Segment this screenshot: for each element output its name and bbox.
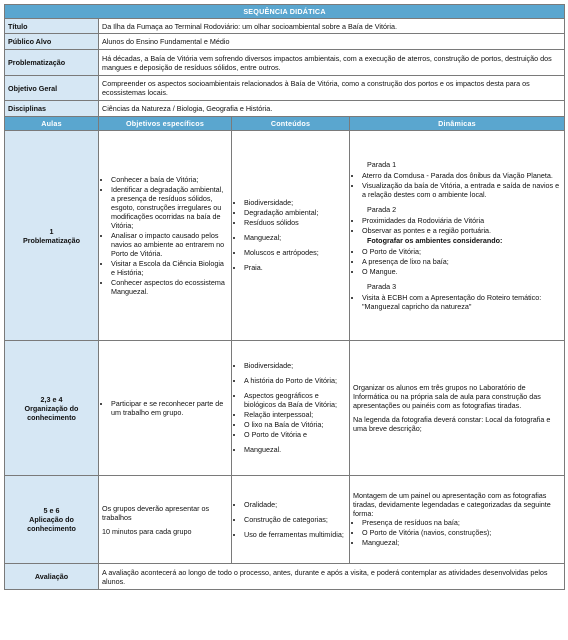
stop-title: Parada 2: [367, 204, 397, 214]
list-item: • Construção de categorias;: [244, 515, 346, 524]
list-item: • Oralidade;: [244, 500, 346, 509]
dinamicas-list: [353, 293, 561, 311]
list-item: • Manguezal.: [244, 445, 346, 454]
summary-label: Problematização: [5, 50, 99, 76]
lesson-dinamicas-cell: [350, 476, 565, 564]
lesson-conteudos-cell: [232, 131, 350, 341]
list-item: • O Porto de Vitória;: [362, 247, 561, 256]
list-item: • Aspectos geográficos e biológicos da Baía de Vitória;: [244, 391, 346, 409]
conteudos-list: [235, 376, 346, 385]
summary-row-problem: [5, 50, 565, 76]
list-item: • Degradação ambiental;: [244, 208, 346, 217]
list-item: • Manguezal;: [244, 233, 346, 242]
summary-value: Da Ilha da Fumaça ao Terminal Rodoviário: um olhar socioambiental sobre a Baía de Vitória.: [99, 19, 565, 34]
conteudos-list: [235, 445, 346, 454]
column-header-row: [5, 117, 565, 131]
list-item: • Resíduos sólidos: [244, 218, 346, 227]
list-item: • Conhecer aspectos do ecossistema Manguezal.: [111, 278, 228, 296]
conteudos-list: [235, 530, 346, 539]
photo-instructions-title: Fotografar os ambientes considerando:: [367, 235, 503, 245]
aula-number: 2,3 e 4: [40, 394, 63, 404]
lesson-objetivos-cell: [99, 476, 232, 564]
stop-title: Parada 1: [367, 159, 397, 169]
list-item: • O Porto de Vitória e: [244, 430, 346, 439]
column-header-conteudos: Conteúdos: [232, 117, 350, 131]
list-item: • Manguezal;: [362, 538, 561, 547]
list-item: • Visita à ECBH com a Apresentação do Roteiro temático: "Manguezal capricho da natureza": [362, 293, 561, 311]
list-item: • Relação interpessoal;: [244, 410, 346, 419]
lesson-conteudos-cell: [232, 476, 350, 564]
objetivos-list: [102, 399, 228, 417]
list-item: • Uso de ferramentas multimídia;: [244, 530, 346, 539]
list-item: • Praia.: [244, 263, 346, 272]
lesson-plan-table: [4, 4, 565, 590]
list-item: • Analisar o impacto causado pelos navios ao ambiente ao entrarem no Porto de Vitória.: [111, 231, 228, 258]
aula-number: 1: [49, 226, 54, 236]
summary-value: Ciências da Natureza / Biologia, Geografia e História.: [99, 101, 565, 117]
dinamica-paragraph: Na legenda da fotografia deverá constar: Local da fotografia e uma breve descrição;: [353, 415, 551, 433]
conteudos-list: [235, 361, 346, 370]
conteudos-list: [235, 500, 346, 509]
lesson-objetivos-cell: [99, 341, 232, 476]
column-header-objetivos: Objetivos específicos: [99, 117, 232, 131]
aula-name: Problematização: [22, 235, 81, 245]
summary-row-audience: [5, 34, 565, 50]
dinamica-paragraph: Organizar os alunos em três grupos no Laboratório de Informática ou na própria sala de aula para construção das apresentações ou painéis com as fotografias tiradas.: [353, 383, 541, 410]
summary-row-objective: [5, 76, 565, 101]
evaluation-label: Avaliação: [5, 564, 99, 590]
lesson-dinamicas-cell: [350, 131, 565, 341]
lesson-plan-document: [4, 4, 564, 590]
list-item: • Visitar a Escola da Ciência Biologia e História;: [111, 259, 228, 277]
summary-label: Público Alvo: [5, 34, 99, 50]
dinamicas-list: [353, 518, 561, 547]
conteudos-list: [235, 391, 346, 439]
document-title: SEQUÊNCIA DIDÁTICA: [5, 5, 565, 19]
summary-row-disciplines: [5, 101, 565, 117]
list-item: • Biodiversidade;: [244, 361, 346, 370]
list-item: • Visualização da baía de Vitória, a entrada e saída de navios e a relação destes com o ambiente local.: [362, 181, 561, 199]
list-item: • Biodiversidade;: [244, 198, 346, 207]
lesson-aula-cell: [5, 476, 99, 564]
aula-name: Aplicação do conhecimento: [27, 515, 76, 533]
list-item: • Proximidades da Rodoviária de Vitória: [362, 216, 561, 225]
summary-value: Alunos do Ensino Fundamental e Médio: [99, 34, 565, 50]
conteudos-list: [235, 248, 346, 257]
list-item: • O Mangue.: [362, 267, 561, 276]
summary-row-title: [5, 19, 565, 34]
lesson-aula-cell: [5, 341, 99, 476]
conteudos-list: [235, 198, 346, 227]
lesson-row-3: [5, 476, 565, 564]
dinamicas-list: [353, 216, 561, 235]
title-row: [5, 5, 565, 19]
list-item: • Identificar a degradação ambiental, a presença de resíduos sólidos, esgoto, construções irregulares ou modificações ocorridas na baía de Vitória;: [111, 185, 228, 230]
conteudos-list: [235, 233, 346, 242]
dinamicas-list: [353, 171, 561, 199]
lesson-objetivos-cell: [99, 131, 232, 341]
summary-value: Há décadas, a Baía de Vitória vem sofrendo diversos impactos ambientais, com a execução de aterros, construção de portos, destruição dos mangues e deposição de resíduos sólidos, entre outros.: [99, 50, 565, 76]
aula-name: Organização do conhecimento: [24, 403, 79, 422]
lesson-row-1: [5, 131, 565, 341]
summary-label: Título: [5, 19, 99, 34]
evaluation-row: [5, 564, 565, 590]
dinamicas-list: [353, 247, 561, 276]
conteudos-list: [235, 515, 346, 524]
list-item: • Moluscos e artrópodes;: [244, 248, 346, 257]
lesson-conteudos-cell: [232, 341, 350, 476]
aula-number: 5 e 6: [43, 506, 60, 515]
evaluation-value: A avaliação acontecerá ao longo de todo o processo, antes, durante e após a visita, e poderá contemplar as atividades desenvolvidas pelos alunos.: [99, 564, 565, 590]
list-item: • A história do Porto de Vitória;: [244, 376, 346, 385]
list-item: • Participar e se reconhecer parte de um trabalho em grupo.: [111, 399, 228, 417]
conteudos-list: [235, 263, 346, 272]
list-item: • Presença de resíduos na baía;: [362, 518, 561, 527]
list-item: • Conhecer a baía de Vitória;: [111, 175, 228, 184]
list-item: • Observar as pontes e a região portuária.: [362, 226, 561, 235]
objetivo-paragraph: Os grupos deverão apresentar os trabalhos: [102, 503, 210, 522]
column-header-dinamicas: Dinâmicas: [350, 117, 565, 131]
lesson-row-2: [5, 341, 565, 476]
summary-label: Objetivo Geral: [5, 76, 99, 101]
dinamica-paragraph: Montagem de um painel ou apresentação com as fotografias tiradas, devidamente legendadas e categorizadas da seguinte forma:: [353, 491, 551, 518]
summary-label: Disciplinas: [5, 101, 99, 117]
lesson-aula-cell: [5, 131, 99, 341]
list-item: • A presença de lixo na baía;: [362, 257, 561, 266]
list-item: • Aterro da Comdusa - Parada dos ônibus da Viação Planeta.: [362, 171, 561, 180]
summary-value: Compreender os aspectos socioambientais relacionados à Baía de Vitória, como a construção dos portos e os impactos desta para os ecossistemas locais.: [99, 76, 565, 101]
objetivos-list: [102, 175, 228, 296]
lesson-dinamicas-cell: [350, 341, 565, 476]
objetivo-paragraph: 10 minutos para cada grupo: [102, 526, 192, 536]
list-item: • O Porto de Vitória (navios, construções);: [362, 528, 561, 537]
stop-title: Parada 3: [367, 281, 397, 291]
column-header-aulas: Aulas: [5, 117, 99, 131]
list-item: • O lixo na Baía de Vitória;: [244, 420, 346, 429]
